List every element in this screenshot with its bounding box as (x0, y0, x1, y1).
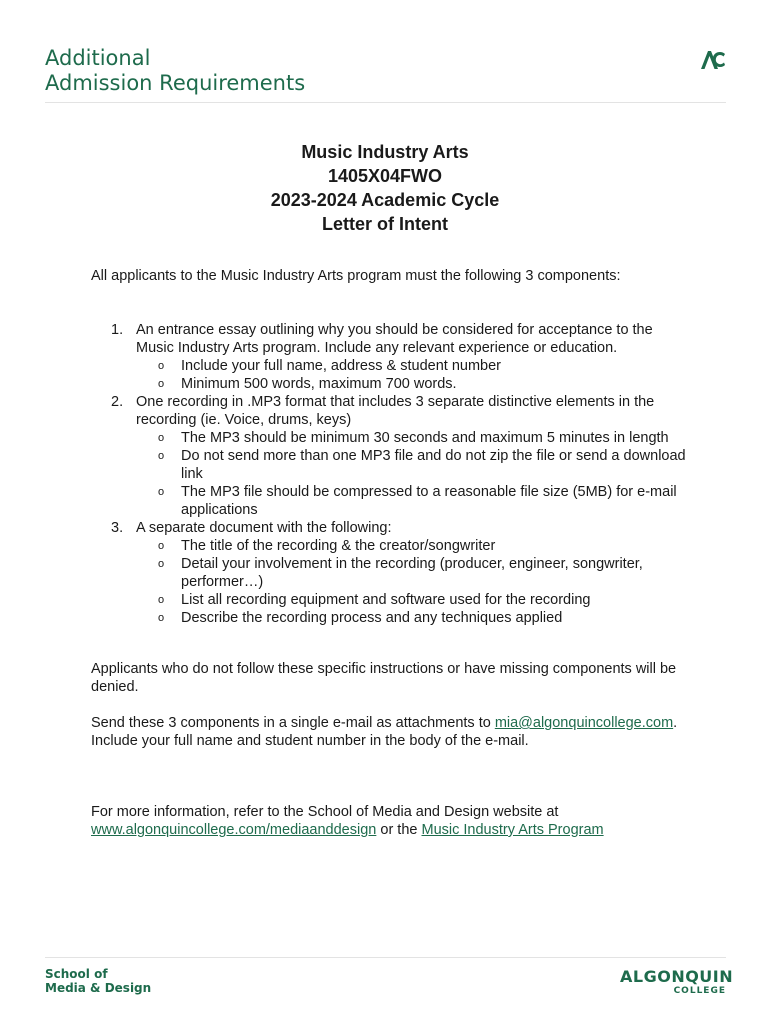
sub-list-item (136, 555, 691, 591)
sub-list-item-text: Do not send more than one MP3 file and do not zip the file or send a download link (181, 448, 686, 482)
sub-list-item-text: The title of the recording & the creator/songwriter (181, 538, 496, 554)
requirements-list (91, 321, 691, 627)
sub-list-item (136, 375, 691, 393)
academic-cycle: 2023-2024 Academic Cycle (270, 190, 500, 210)
sub-list-item-text: Minimum 500 words, maximum 700 words. (181, 376, 457, 392)
denial-text: Applicants who do not follow these specific instructions or have missing components will be denied. (91, 661, 677, 695)
bullet-icon: o (158, 360, 165, 372)
sub-list-item-text: List all recording equipment and software used for the recording (181, 592, 591, 608)
sub-list-item-text: Detail your involvement in the recording (producer, engineer, songwriter, performer…) (181, 556, 643, 590)
list-item (91, 393, 691, 519)
more-info (91, 803, 691, 839)
header-divider (45, 102, 726, 103)
sub-list-item (136, 429, 691, 447)
bullet-icon: o (158, 594, 165, 606)
denial-notice (91, 660, 691, 696)
more-mid: or the (376, 822, 422, 838)
bullet-icon: o (158, 540, 165, 552)
bullet-icon: o (158, 558, 165, 570)
submission-instructions (91, 714, 691, 750)
list-item (91, 519, 691, 627)
document-title (0, 140, 770, 236)
list-number: 1. (111, 322, 124, 338)
bullet-icon: o (158, 486, 165, 498)
more-prefix: For more information, refer to the School of Media and Design website at (91, 804, 559, 820)
sub-list-item-text: Describe the recording process and any techniques applied (181, 610, 563, 626)
send-prefix: Send these 3 components in a single e-mail as attachments to (91, 715, 495, 731)
header-title-line2: Admission Requirements (45, 71, 306, 95)
ac-logo-icon (700, 48, 726, 70)
submission-text (91, 714, 691, 750)
more-info-text (91, 803, 691, 839)
bullet-icon: o (158, 450, 165, 462)
list-item (91, 321, 691, 393)
sub-list-item (136, 609, 691, 627)
intro-text: All applicants to the Music Industry Arts program must the following 3 components: (91, 268, 621, 284)
program-name: Music Industry Arts (301, 142, 469, 162)
sub-list-item (136, 537, 691, 555)
sub-list-item (136, 357, 691, 375)
sub-list-item-text: The MP3 should be minimum 30 seconds and maximum 5 minutes in length (181, 430, 669, 446)
program-link[interactable]: Music Industry Arts Program (421, 822, 604, 838)
list-item-text: An entrance essay outlining why you should be considered for acceptance to the Music Industry Arts program. Include any relevant experience or education. (136, 322, 653, 356)
school-line2: Media & Design (45, 981, 152, 995)
header-title (45, 46, 305, 96)
media-design-website-link[interactable]: www.algonquincollege.com/mediaanddesign (91, 822, 377, 838)
list-item-text: One recording in .MP3 format that includes 3 separate distinctive elements in the recording (ie. Voice, drums, keys) (136, 394, 655, 428)
sub-list-item-text: The MP3 file should be compressed to a reasonable file size (5MB) for e-mail applications (181, 484, 677, 518)
brand-name: ALGONQUIN (620, 967, 734, 986)
send-suffix: . Include your full name and student number in the body of the e-mail. (91, 715, 678, 749)
school-line1: School of (45, 967, 108, 981)
sub-list-item (136, 447, 691, 483)
sub-list-item (136, 483, 691, 519)
school-name (45, 967, 151, 995)
list-number: 3. (111, 520, 124, 536)
email-link[interactable]: mia@algonquincollege.com (494, 715, 674, 731)
intro-paragraph (91, 267, 691, 285)
program-code: 1405X04FWO (327, 166, 443, 186)
algonquin-logo (620, 967, 734, 996)
bullet-icon: o (158, 378, 165, 390)
brand-sub: COLLEGE (673, 986, 726, 996)
header-title-line1: Additional (45, 46, 151, 70)
list-number: 2. (111, 394, 124, 410)
bullet-icon: o (158, 612, 165, 624)
bullet-icon: o (158, 432, 165, 444)
footer-divider (45, 957, 726, 958)
sub-list-item-text: Include your full name, address & student number (181, 358, 501, 374)
list-item-text: A separate document with the following: (136, 520, 392, 536)
sub-list-item (136, 591, 691, 609)
document-type: Letter of Intent (322, 214, 448, 234)
